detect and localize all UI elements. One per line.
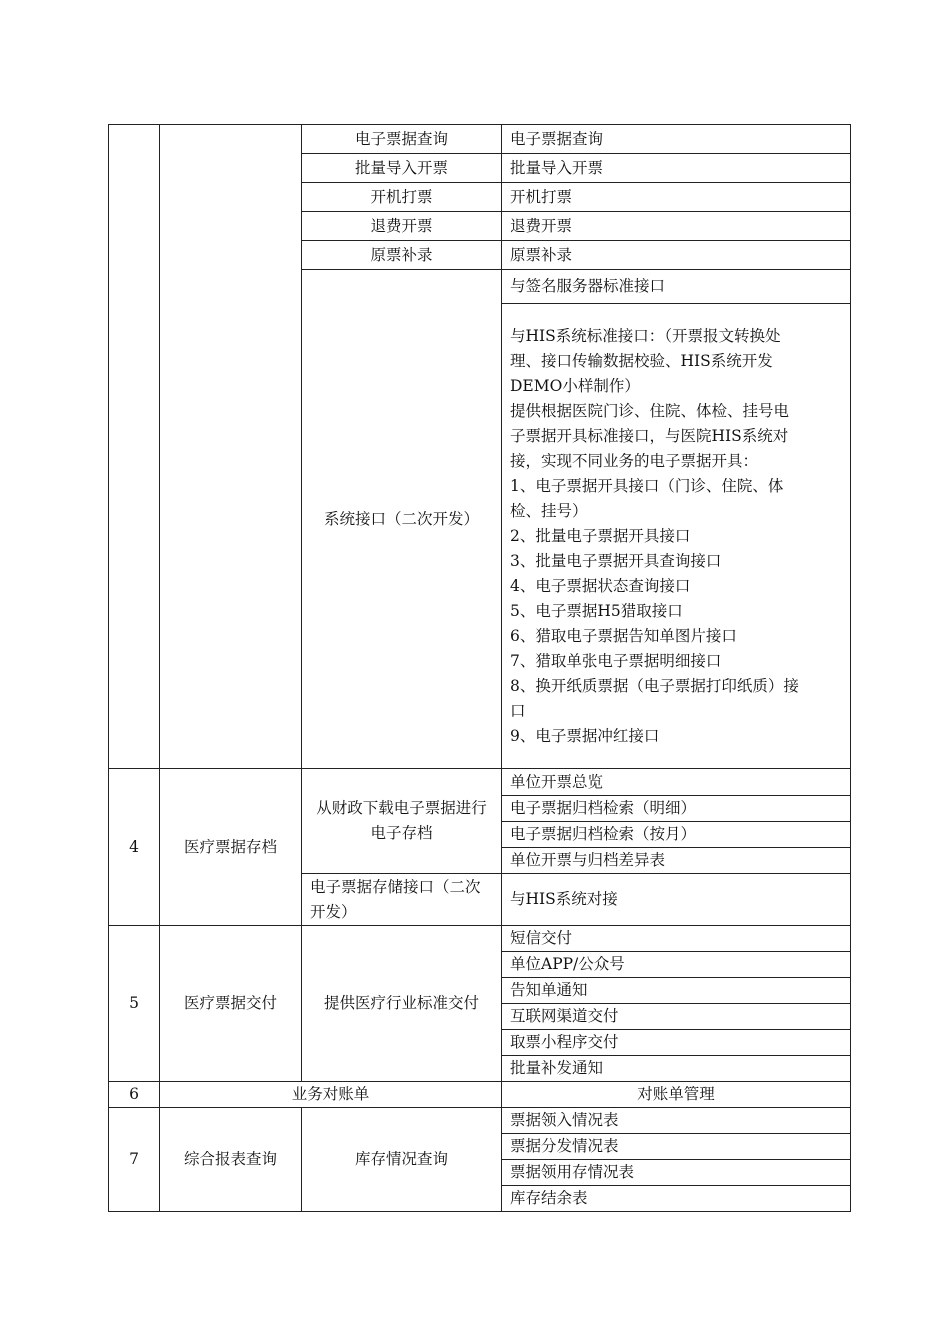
description-line: 1、电子票据开具接口（门诊、住院、体 (510, 476, 784, 495)
description-cell: 票据领入情况表 (502, 1108, 851, 1134)
sub-function-cell: 电子票据存储接口（二次开发） (302, 874, 502, 926)
module-name-cell (160, 125, 302, 769)
description-cell: 单位开票与归档差异表 (502, 848, 851, 874)
table-row (109, 769, 851, 796)
sub-function-cell: 库存情况查询 (302, 1108, 502, 1212)
description-cell: 对账单管理 (502, 1082, 851, 1108)
description-line: 接，实现不同业务的电子票据开具： (510, 451, 759, 470)
row-number-cell: 7 (109, 1108, 160, 1212)
module-name-cell: 医疗票据存档 (160, 769, 302, 926)
description-line: 检、挂号） (510, 501, 588, 520)
description-line: 提供根据医院门诊、住院、体检、挂号电 (510, 401, 790, 420)
sub-function-cell: 从财政下载电子票据进行电子存档 (302, 769, 502, 874)
interface-description-cell (502, 304, 851, 769)
description-cell: 票据领用存情况表 (502, 1160, 851, 1186)
table-row (109, 1108, 851, 1134)
description-cell: 电子票据查询 (502, 125, 851, 154)
module-name-cell: 业务对账单 (160, 1082, 502, 1108)
description-line: 7、猎取单张电子票据明细接口 (510, 651, 722, 670)
description-cell: 互联网渠道交付 (502, 1004, 851, 1030)
description-cell: 与签名服务器标准接口 (502, 270, 851, 304)
description-cell: 短信交付 (502, 926, 851, 952)
sub-function-cell: 系统接口（二次开发） (302, 270, 502, 769)
description-line: 6、猎取电子票据告知单图片接口 (510, 626, 737, 645)
sub-function-cell: 退费开票 (302, 212, 502, 241)
description-cell: 票据分发情况表 (502, 1134, 851, 1160)
description-line: 8、换开纸质票据（电子票据打印纸质）接 (510, 676, 799, 695)
row-number-cell: 5 (109, 926, 160, 1082)
sub-function-cell: 批量导入开票 (302, 154, 502, 183)
function-table (108, 124, 851, 1212)
module-name-cell: 医疗票据交付 (160, 926, 302, 1082)
description-cell: 与HIS系统对接 (502, 874, 851, 926)
description-cell: 批量导入开票 (502, 154, 851, 183)
row-number-cell (109, 125, 160, 769)
description-cell: 库存结余表 (502, 1186, 851, 1212)
description-line: 9、电子票据冲红接口 (510, 726, 660, 745)
description-line: 2、批量电子票据开具接口 (510, 526, 691, 545)
row-number-cell: 6 (109, 1082, 160, 1108)
description-cell: 电子票据归档检索（按月） (502, 822, 851, 848)
table-row (109, 1082, 851, 1108)
sub-function-cell: 开机打票 (302, 183, 502, 212)
description-cell: 电子票据归档检索（明细） (502, 796, 851, 822)
description-line: 3、批量电子票据开具查询接口 (510, 551, 722, 570)
description-cell: 单位APP/公众号 (502, 952, 851, 978)
description-line: 理、接口传输数据校验、HIS系统开发 (510, 351, 773, 370)
description-cell: 告知单通知 (502, 978, 851, 1004)
description-line: 口 (510, 701, 526, 720)
row-number-cell: 4 (109, 769, 160, 926)
module-name-cell: 综合报表查询 (160, 1108, 302, 1212)
sub-function-cell: 原票补录 (302, 241, 502, 270)
description-cell: 取票小程序交付 (502, 1030, 851, 1056)
table-row (109, 125, 851, 154)
sub-function-cell: 提供医疗行业标准交付 (302, 926, 502, 1082)
description-line: 子票据开具标准接口，与医院HIS系统对 (510, 426, 789, 445)
description-line: 与HIS系统标准接口：（开票报文转换处 (510, 326, 781, 345)
table-row (109, 926, 851, 952)
description-cell: 原票补录 (502, 241, 851, 270)
description-line: DEMO小样制作） (510, 376, 640, 395)
description-cell: 退费开票 (502, 212, 851, 241)
description-line: 4、电子票据状态查询接口 (510, 576, 691, 595)
description-cell: 批量补发通知 (502, 1056, 851, 1082)
sub-function-cell: 电子票据查询 (302, 125, 502, 154)
description-line: 5、电子票据H5猎取接口 (510, 601, 683, 620)
description-cell: 开机打票 (502, 183, 851, 212)
description-cell: 单位开票总览 (502, 769, 851, 796)
